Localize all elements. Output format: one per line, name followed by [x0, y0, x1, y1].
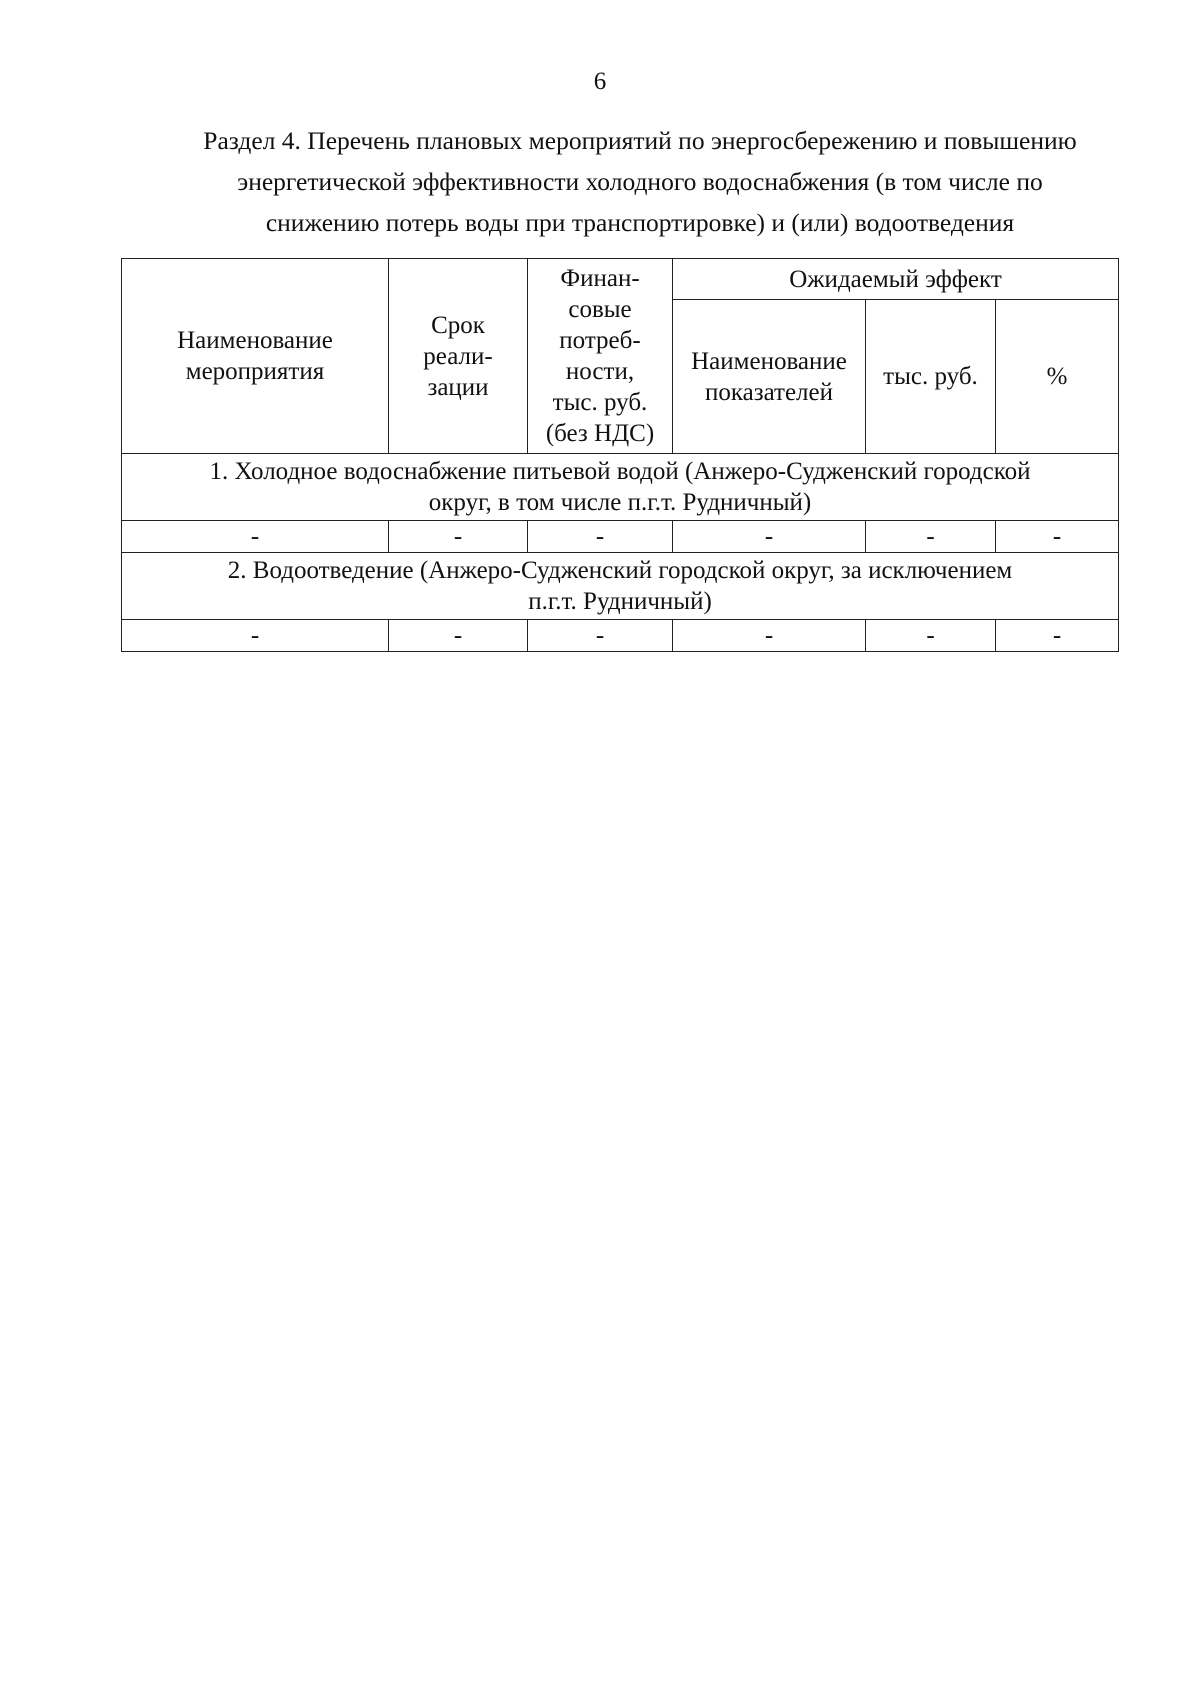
table-cell: -: [528, 521, 673, 553]
table-row: [122, 521, 1119, 553]
section-heading-wastewater: 2. Водоотведение (Анжеро-Судженский городской округ, за исключением п.г.т. Рудничный): [122, 553, 1119, 620]
header-indicator-name: Наименование показателей: [673, 300, 866, 454]
table-cell: -: [866, 521, 996, 553]
table-cell: -: [528, 620, 673, 652]
section-title: [150, 120, 1130, 243]
table-cell: -: [122, 620, 389, 652]
section-title-line: энергетической эффективности холодного водоснабжения (в том числе по: [237, 167, 1043, 196]
header-expected-effect: Ожидаемый эффект: [673, 259, 1119, 300]
header-thousand-rub: тыс. руб.: [866, 300, 996, 454]
table-cell: -: [996, 521, 1119, 553]
table-cell: -: [673, 620, 866, 652]
table-cell: -: [389, 620, 528, 652]
section-heading-row: [122, 553, 1119, 620]
header-measure-name: Наименование мероприятия: [122, 259, 389, 454]
page-number: 6: [593, 68, 607, 95]
measures-table: [121, 258, 1119, 652]
section-heading-row: [122, 454, 1119, 521]
table-cell: -: [122, 521, 389, 553]
header-percent: %: [996, 300, 1119, 454]
table-cell: -: [389, 521, 528, 553]
section-heading-cold-water: 1. Холодное водоснабжение питьевой водой (Анжеро-Судженский городской округ, в том числе п.г.т. Рудничный): [122, 454, 1119, 521]
table-cell: -: [866, 620, 996, 652]
header-term: Срок реали- зации: [389, 259, 528, 454]
table-cell: -: [673, 521, 866, 553]
section-title-line: Раздел 4. Перечень плановых мероприятий по энергосбережению и повышению: [203, 126, 1077, 155]
section-title-line: снижению потерь воды при транспортировке) и (или) водоотведения: [265, 208, 1015, 237]
table-cell: -: [996, 620, 1119, 652]
header-row: [122, 259, 1119, 300]
table-row: [122, 620, 1119, 652]
header-finance: Финан- совые потреб- ности, тыс. руб. (без НДС): [528, 259, 673, 454]
